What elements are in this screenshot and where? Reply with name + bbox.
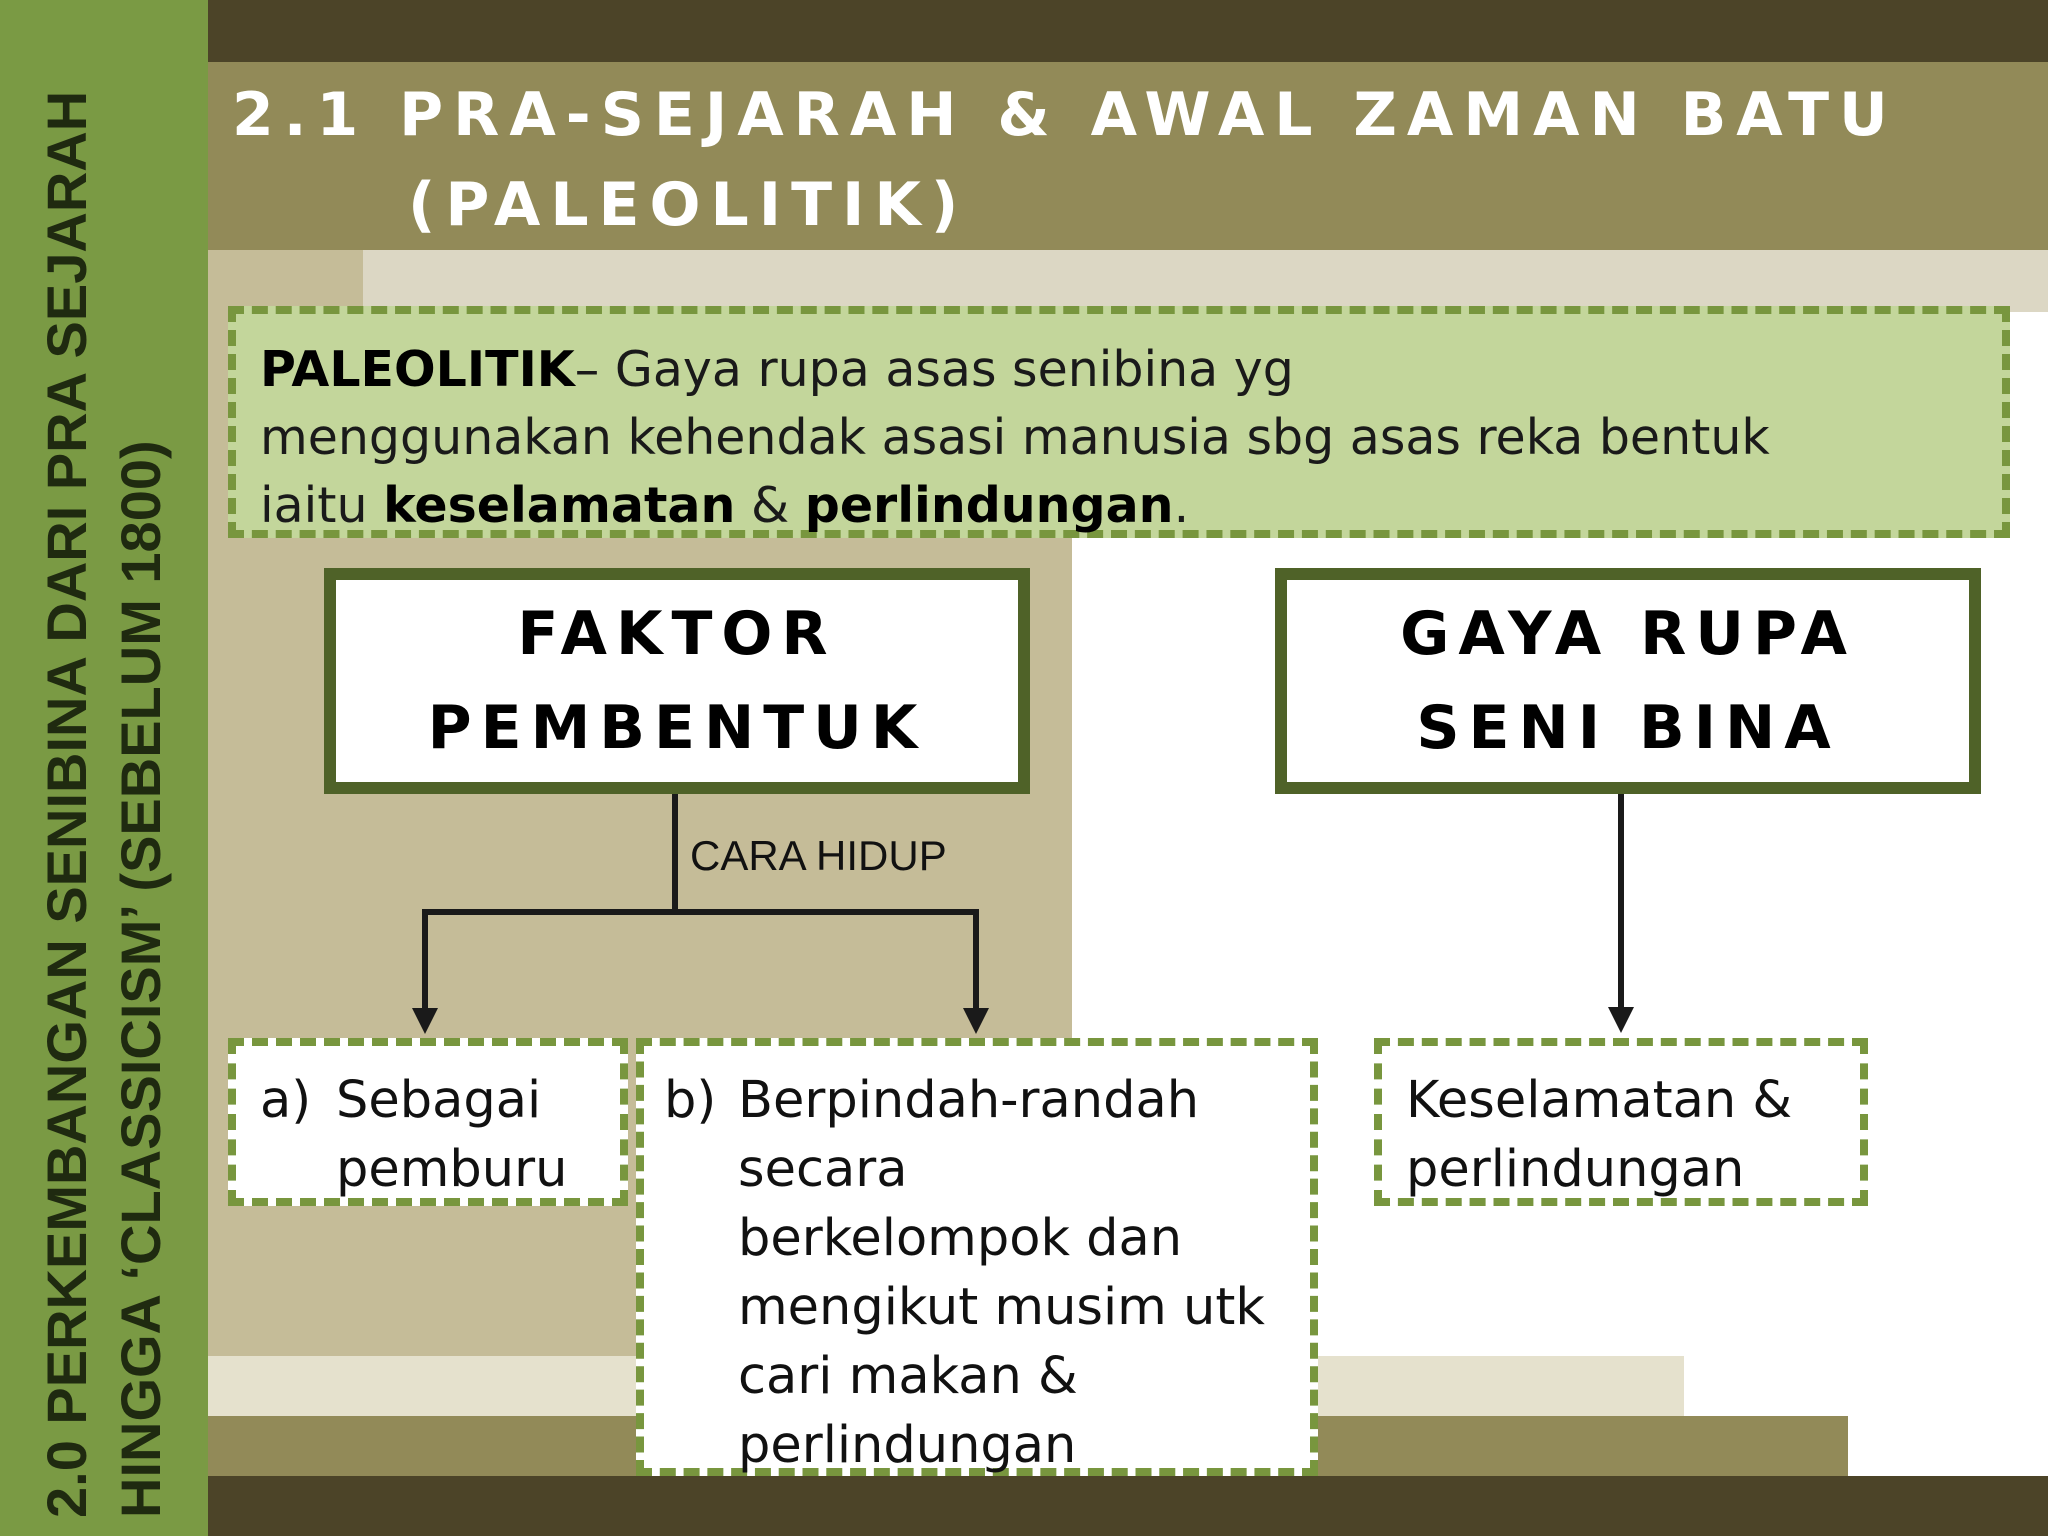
- definition-bold-perlindungan: perlindungan: [804, 477, 1174, 534]
- item-b-row-1: [664, 1066, 1300, 1135]
- definition-line-1: [260, 336, 1982, 404]
- definition-text-1: – Gaya rupa asas senibina yg: [574, 341, 1294, 398]
- item-a-line-2: pemburu: [336, 1140, 568, 1199]
- item-box-c: [1374, 1038, 1868, 1206]
- page-title-line-1: 2.1 PRA-SEJARAH & AWAL ZAMAN BATU: [232, 80, 1898, 150]
- definition-text-5: .: [1173, 477, 1190, 534]
- definition-box: [228, 306, 2010, 538]
- item-b-line-6: perlindungan: [738, 1416, 1077, 1475]
- page-title: [232, 70, 2032, 250]
- header-band-stripe: [208, 250, 2048, 312]
- footer-band: [208, 1476, 2048, 1536]
- definition-bold-keselamatan: keselamatan: [383, 477, 736, 534]
- arrow-down-icon: [963, 1008, 989, 1034]
- definition-line-3: [260, 472, 1982, 540]
- item-b-line-4: mengikut musim utk: [738, 1278, 1265, 1337]
- arrow-down-icon: [412, 1008, 438, 1034]
- item-a-marker: a): [260, 1071, 312, 1130]
- item-b-line-3: berkelompok dan: [738, 1209, 1183, 1268]
- item-c-line-1: Keselamatan &: [1406, 1071, 1793, 1130]
- definition-text-3: iaitu: [260, 477, 384, 534]
- arrow-down-icon: [1608, 1007, 1634, 1033]
- gaya-rupa-box: [1275, 568, 1981, 794]
- item-c-line-2: perlindungan: [1406, 1140, 1745, 1199]
- item-box-a: [228, 1038, 628, 1206]
- connector-faktor-vertical: [672, 794, 678, 912]
- item-b-marker: b): [664, 1071, 717, 1130]
- sidebar: [0, 0, 208, 1536]
- definition-term: PALEOLITIK: [260, 341, 575, 398]
- section-heading-line-2: HINGGA ‘CLASSICISM’ (SEBELUM 1800): [109, 440, 172, 1518]
- gaya-box-line-1: GAYA RUPA: [1400, 599, 1856, 669]
- header-band-stripe-accent: [208, 250, 363, 312]
- connector-left-drop: [422, 909, 428, 1009]
- item-a-line-1: Sebagai: [336, 1071, 542, 1130]
- item-a-row-1: [260, 1066, 620, 1135]
- connector-horizontal: [422, 909, 979, 915]
- header-band-top: [208, 0, 2048, 62]
- page-title-line-2: (PALEOLITIK): [408, 170, 969, 240]
- connector-right-drop: [973, 909, 979, 1009]
- item-b-line-1: Berpindah-randah: [738, 1071, 1200, 1130]
- definition-text-4: &: [735, 477, 805, 534]
- connector-gaya-vertical: [1618, 794, 1624, 1008]
- item-b-line-2: secara: [738, 1140, 908, 1199]
- section-heading-line-1: 2.0 PERKEMBANGAN SENIBINA DARI PRA SEJARAH: [35, 90, 98, 1518]
- item-a-row-2: [260, 1135, 620, 1204]
- faktor-box-line-1: FAKTOR: [517, 599, 837, 669]
- item-box-b: [636, 1038, 1318, 1476]
- faktor-box-line-2: PEMBENTUK: [427, 693, 927, 763]
- definition-line-2: menggunakan kehendak asasi manusia sbg asas reka bentuk: [260, 409, 1770, 466]
- faktor-pembentuk-box: [324, 568, 1030, 794]
- section-heading-vertical: [4, 8, 204, 1528]
- connector-label: CARA HIDUP: [690, 832, 947, 879]
- gaya-box-line-2: SENI BINA: [1416, 693, 1840, 763]
- item-b-line-5: cari makan &: [738, 1347, 1078, 1406]
